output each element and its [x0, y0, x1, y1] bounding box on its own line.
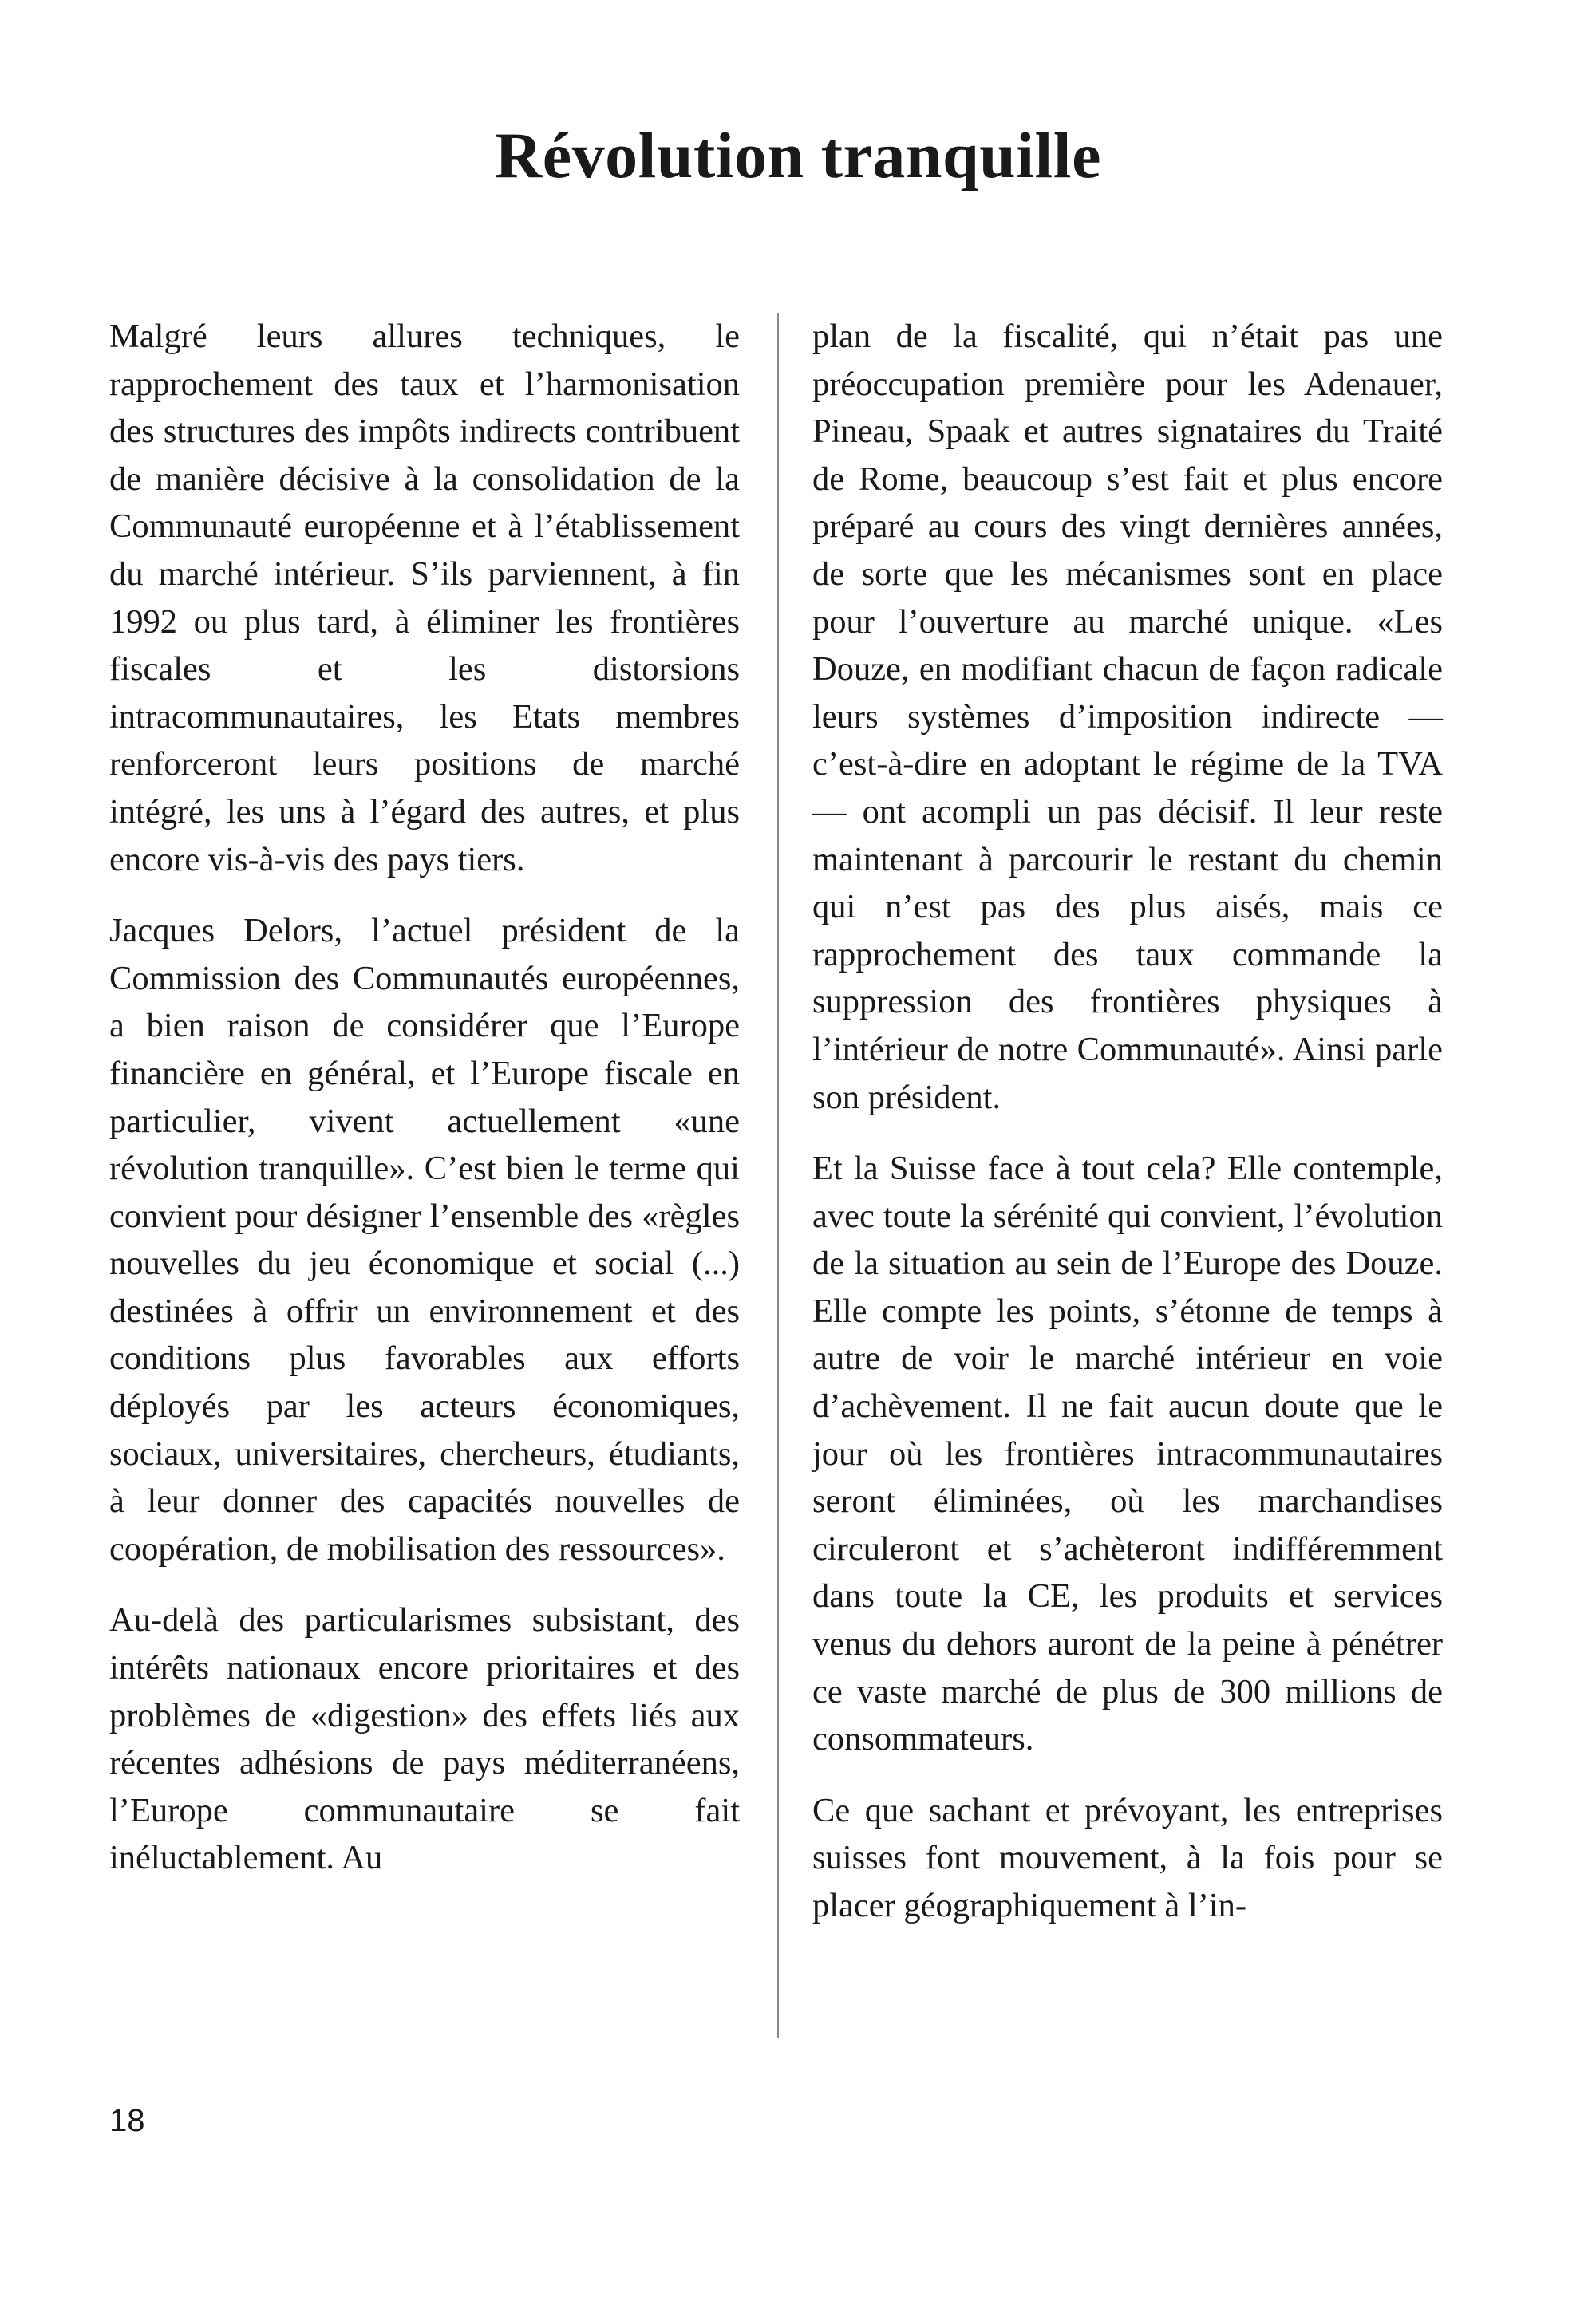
paragraph: plan de la fiscalité, qui n’était pas une préoccupation première pour les Adenauer, Pineau, Spaak et autres signataires du Traité de Rome, beaucoup s’est fait et plus encore préparé au cours des vingt dernières années, de sorte que les mécanismes sont en place pour l’ouverture au marché unique. «Les Douze, en modifiant chacun de façon radicale leurs systèmes d’imposition indirecte — c’est-à-dire en adoptant le régime de la TVA — ont acompli un pas décisif. Il leur reste maintenant à parcourir le restant du chemin qui n’est pas des plus aisés, mais ce rapprochement des taux commande la suppression des frontières physiques à l’intérieur de notre Communauté». Ainsi parle son président.: [812, 318, 1443, 1116]
left-column: [109, 313, 740, 1906]
paragraph: Malgré leurs allures techniques, le rapprochement des taux et l’harmonisation des structures des impôts indirects contribuent de manière décisive à la consolidation de la Communauté européenne et à l’établissement du marché intérieur. S’ils parviennent, à fin 1992 ou plus tard, à éliminer les frontières fiscales et les distorsions intracommunautaires, les Etats membres renforceront leurs positions de marché intégré, les uns à l’égard des autres, et plus encore vis-à-vis des pays tiers.: [109, 318, 740, 878]
page-title: Révolution tranquille: [495, 119, 1101, 191]
paragraph: Ce que sachant et prévoyant, les entreprises suisses font mouvement, à la fois pour se placer géographiquement à l’in-: [812, 1791, 1443, 1924]
page-number: 18: [109, 2103, 145, 2138]
paragraph: Et la Suisse face à tout cela? Elle contemple, avec toute la sérénité qui convient, l’évolution de la situation au sein de l’Europe des Douze. Elle compte les points, s’étonne de temps à autre de voir le marché intérieur en voie d’achèvement. Il ne fait aucun doute que le jour où les frontières intracommunautaires seront éliminées, où les marchandises circuleront et s’achèteront indifféremment dans toute la CE, les produits et services venus du dehors auront de la peine à pénétrer ce vaste marché de plus de 300 millions de consommateurs.: [812, 1150, 1443, 1758]
right-column: [812, 313, 1443, 1954]
column-divider: [777, 313, 779, 2038]
paragraph: Au-delà des particularismes subsistant, des intérêts nationaux encore prioritaires et des problèmes de «digestion» des effets liés aux récentes adhésions de pays méditerranéens, l’Europe communautaire se fait inéluctablement. Au: [109, 1601, 740, 1877]
paragraph: Jacques Delors, l’actuel président de la Commission des Communautés européennes, a bien raison de considérer que l’Europe financière en général, et l’Europe fiscale en particulier, vivent actuellement «une révolution tranquille». C’est bien le terme qui convient pour désigner l’ensemble des «règles nouvelles du jeu économique et social (...) destinées à offrir un environnement et des conditions plus favorables aux efforts déployés par les acteurs économiques, sociaux, universitaires, chercheurs, étudiants, à leur donner des capacités nouvelles de coopération, de mobilisation des ressources».: [109, 912, 740, 1568]
